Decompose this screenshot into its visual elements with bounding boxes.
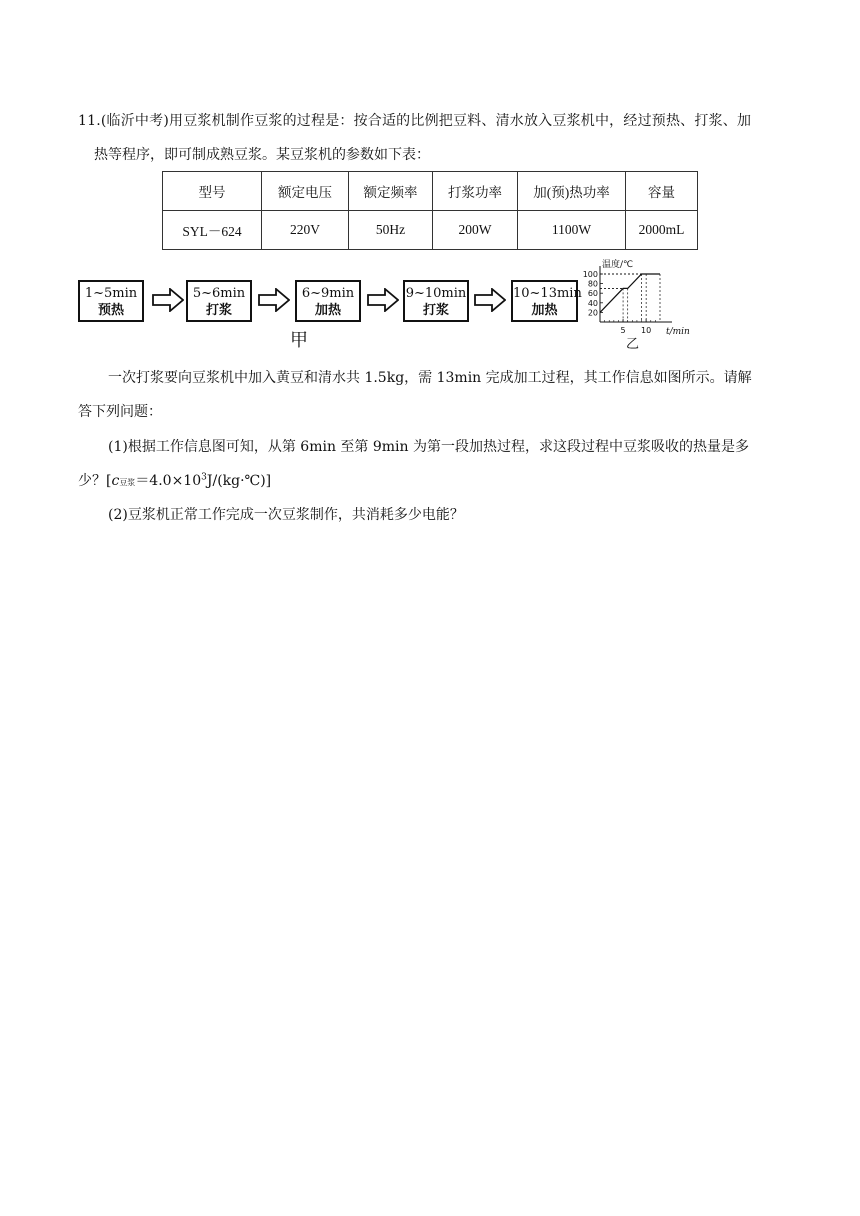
header-capacity: 容量 (626, 172, 698, 211)
specific-heat-exponent: 3 (201, 472, 207, 483)
header-voltage: 额定电压 (262, 172, 349, 211)
x-tick-label: 10 (641, 326, 652, 335)
flow-step-blend-1 (186, 280, 252, 322)
flow-step-time: 9~10min (405, 286, 467, 301)
flow-caption: 甲 (290, 330, 308, 351)
flow-step-heat-2 (511, 280, 582, 322)
y-tick-label: 100 (582, 270, 598, 279)
flow-step-time: 5~6min (192, 286, 246, 301)
arrow-right-icon (152, 288, 184, 312)
sub-question-1-line-1: (1)根据工作信息图可知，从第 6min 至第 9min 为第一段加热过程，求这段过程中豆浆吸收的热量是多 (108, 439, 749, 455)
header-frequency: 额定频率 (349, 172, 433, 211)
temperature-series-line (600, 274, 660, 312)
chart-xlabel: t/min (666, 327, 690, 337)
question-line-1: 11.(临沂中考)用豆浆机制作豆浆的过程是：按合适的比例把豆料、清水放入豆浆机中，经过预热、打浆、加 (78, 113, 752, 129)
y-tick-label: 20 (587, 308, 598, 318)
body-paragraph-line-1: 一次打浆要向豆浆机中加入黄豆和清水共 1.5kg，需 13min 完成加工过程，其工作信息如图所示。请解 (108, 370, 752, 386)
flow-step-action: 打浆 (205, 303, 232, 318)
specific-heat-subscript: 豆浆 (119, 478, 136, 487)
arrow-right-icon (474, 288, 506, 312)
question-line-2: 热等程序，即可制成熟豆浆。某豆浆机的参数如下表： (94, 147, 430, 163)
table-header-row (163, 172, 698, 211)
flow-step-time: 10~13min (513, 286, 582, 301)
body-paragraph-line-2: 答下列问题： (78, 404, 162, 420)
cell-voltage: 220V (262, 211, 349, 250)
cell-heat-power: 1100W (518, 211, 626, 250)
table-row (163, 211, 698, 250)
sub-question-2: (2)豆浆机正常工作完成一次豆浆制作，共消耗多少电能？ (108, 507, 464, 523)
flow-step-heat-1 (295, 280, 361, 322)
flow-step-time: 1~5min (84, 286, 138, 301)
x-tick-label: 5 (620, 326, 626, 335)
arrow-right-icon (367, 288, 399, 312)
cell-model: SYL－624 (163, 211, 262, 250)
specific-heat-symbol: c (111, 473, 120, 489)
chart-caption: 乙 (626, 337, 640, 352)
flow-step-preheat (78, 280, 144, 322)
cell-capacity: 2000mL (626, 211, 698, 250)
flow-step-action: 预热 (97, 303, 124, 318)
y-tick-label: 60 (587, 289, 598, 299)
header-blend-power: 打浆功率 (433, 172, 518, 211)
header-heat-power: 加(预)热功率 (518, 172, 626, 211)
specific-heat-unit: J/(kg·℃)] (206, 473, 272, 489)
cell-frequency: 50Hz (349, 211, 433, 250)
flow-step-action: 打浆 (422, 303, 449, 318)
chart-ylabel: 温度/℃ (602, 260, 634, 270)
cell-blend-power: 200W (433, 211, 518, 250)
specific-heat-value: ＝4.0×10 (135, 473, 202, 489)
flow-step-blend-2 (403, 280, 469, 322)
parameters-table (162, 171, 698, 250)
flow-step-time: 6~9min (301, 286, 355, 301)
flow-step-action: 加热 (314, 303, 341, 318)
arrow-right-icon (258, 288, 290, 312)
sub-question-1-line-2 (78, 471, 271, 493)
sub-question-1-prefix: 少？[ (78, 473, 112, 489)
header-model: 型号 (163, 172, 262, 211)
flow-step-action: 加热 (531, 303, 558, 318)
y-tick-label: 40 (587, 298, 598, 308)
y-tick-label: 80 (587, 279, 598, 289)
